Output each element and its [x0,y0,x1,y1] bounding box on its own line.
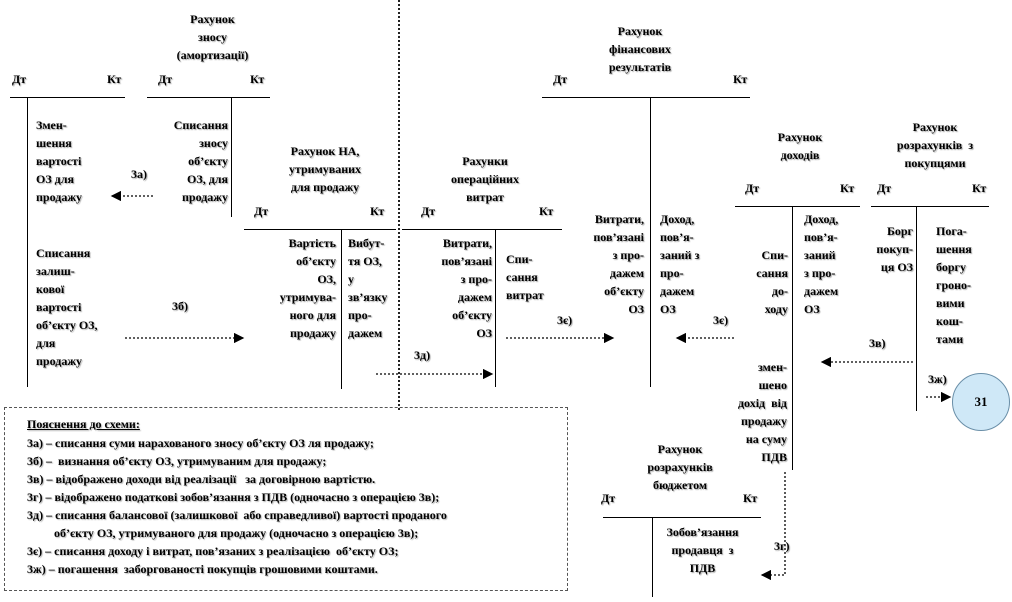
os-credit-entry-2: Списання залиш- кової вартості об’єкту ОЗ, для продажу [36,246,98,368]
legend-line: 3є) – списання доходу і витрат, пов’язаних з реалізацією об’єкту ОЗ; [27,544,399,558]
buyers-credit-entry: Пога- шення боргу гроно- вими кош- тами [936,224,972,346]
op-label-3e-left: 3є) [557,313,573,327]
income-debit-entry-1: Спи- сання до- ходу [756,248,788,316]
os-dt-label: Дт [12,72,27,86]
legend-line: 3в) – відображено доходи від реалізації за договірною вартістю. [27,472,376,486]
na-kt-label: Кт [370,204,385,218]
op-label-3b: 3б) [172,299,188,313]
budget-kt-label: Кт [743,491,758,505]
buyers-dt-label: Дт [877,181,892,195]
na-credit-entry: Вибут- тя ОЗ, у зв’язку про- дажем [348,236,388,340]
op-label-3v: 3в) [869,336,886,350]
buyers-kt-label: Кт [972,181,987,195]
opex-account-title: Рахунки операційних витрат [451,154,519,204]
legend-line: 3д) – списання балансової (залишкової або справедливої) вартості проданого [27,508,447,522]
fin-dt-label: Дт [553,72,568,86]
income-debit-entry-2: змен- шено дохід від продажу на суму ПДВ [737,360,787,464]
account-31-circle [952,373,1010,431]
income-credit-entry: Доход, пов’я- заний з про- дажем ОЗ [804,212,839,316]
op-label-3zh: 3ж) [928,372,947,386]
na-debit-entry: Вартість об’єкту ОЗ, утримува- ного для продажу [279,236,336,340]
income-account-title: Рахунок доходів [777,130,823,162]
legend-line: 3ж) – погашення заборгованості покупців грошовими коштами. [27,562,378,576]
income-kt-label: Кт [840,181,855,195]
legend-box [4,407,568,591]
arrow-3g [762,472,785,575]
account-31-label: 31 [974,394,988,409]
fin-account-title: Рахунок фінансових результатів [608,24,672,74]
legend-line: об’єкту ОЗ, утримуваного для продажу (одночасно з операцією 3в); [27,526,419,540]
legend-line: 3г) – відображено податкові зобов’язання з ПДВ (одночасно з операцією 3в); [27,490,440,504]
na-account-title: Рахунок НА, утримуваних для продажу [288,144,362,194]
buyers-debit-entry: Борг покуп- ця ОЗ [876,224,913,274]
op-label-3g: 3г) [774,539,790,553]
legend-title: Пояснення до схеми: [27,417,140,431]
os-credit-entry-1: Змен- шення вартості ОЗ для продажу [36,118,83,204]
opex-kt-label: Кт [539,204,554,218]
opex-credit-entry: Спи- сання витрат [506,252,544,302]
legend-line: 3б) – визнання об’єкту ОЗ, утримуваним для продажу; [27,454,327,468]
legend-line: 3а) – списання суми нарахованого зносу об’єкту ОЗ ля продажу; [27,436,374,450]
fin-credit-entry: Доход, пов’я- заний з про- дажем ОЗ [660,212,700,316]
budget-dt-label: Дт [601,491,616,505]
income-dt-label: Дт [745,181,760,195]
budget-account-title: Рахунок розрахунків бюджетом [647,442,713,492]
depr-debit-entry: Списання зносу об’єкту ОЗ, для продажу [173,118,228,204]
op-label-3e-right: 3є) [713,313,729,327]
os-kt-label: Кт [107,72,122,86]
fin-debit-entry: Витрати, пов’язані з про- дажем об’єкту ОЗ [593,212,644,316]
op-label-3a: 3а) [131,167,147,181]
buyers-account-title: Рахунок розрахунків з покупцями [896,120,974,170]
depr-account-title: Рахунок зносу (амортизації) [176,12,249,62]
opex-dt-label: Дт [421,204,436,218]
depr-dt-label: Дт [158,72,173,86]
op-label-3d: 3д) [414,348,431,362]
na-dt-label: Дт [254,204,269,218]
budget-credit-entry: Зобов’язання продавця з ПДВ [666,525,739,575]
depr-kt-label: Кт [250,72,265,86]
opex-debit-entry: Витрати, пов’язані з про- дажем об’єкту ОЗ [441,236,492,340]
fin-kt-label: Кт [733,72,748,86]
